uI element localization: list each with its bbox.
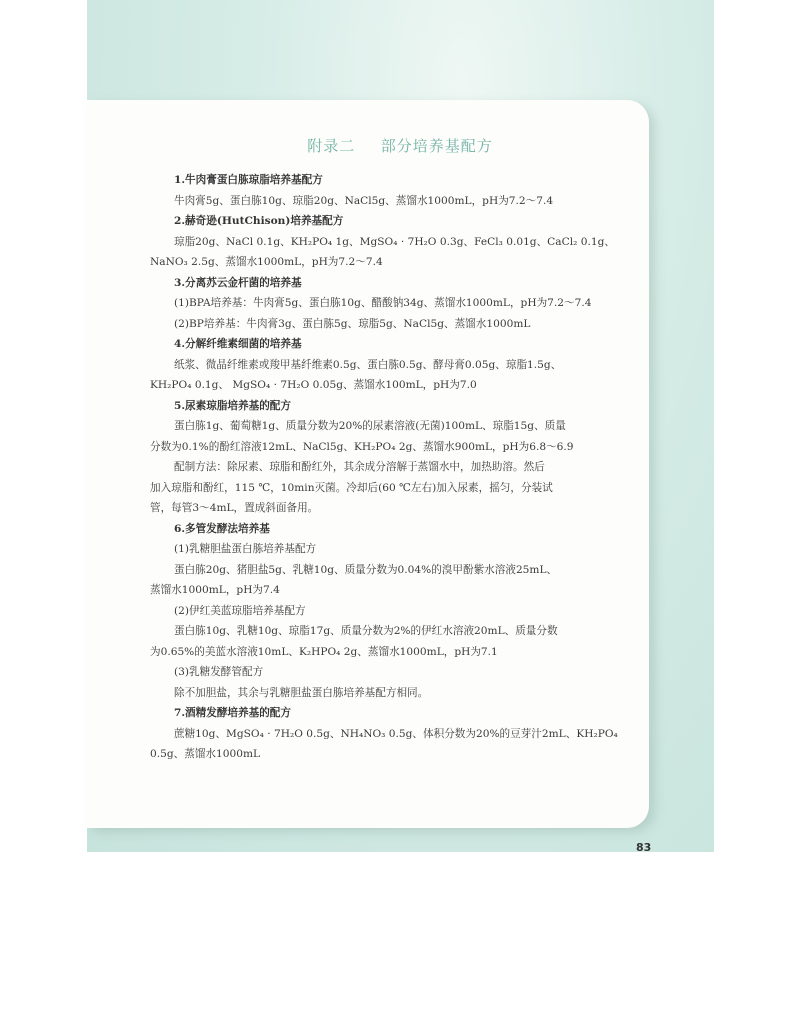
section-6-sub-2: (2)伊红美蓝琼脂培养基配方 [174, 604, 306, 617]
section-4-text-cont: KH₂PO₄ 0.1g、 MgSO₄ · 7H₂O 0.05g、蒸馏水100mL，pH为7.0 [150, 379, 477, 391]
section-2-text-cont: NaNO₃ 2.5g、蒸馏水1000mL，pH为7.2～7.4 [150, 256, 383, 268]
section-5-text-cont: 分数为0.1%的酚红溶液12mL、NaCl5g、KH₂PO₄ 2g、蒸馏水900mL，pH为6.8～6.9 [150, 440, 574, 453]
section-6-sub-1: (1)乳糖胆盐蛋白胨培养基配方 [174, 543, 317, 555]
section-3-item-1: (1)BPA培养基：牛肉膏5g、蛋白胨10g、醋酸钠34g、蒸馏水1000mL，pH为7.2～7.4 [174, 297, 592, 309]
section-6-sub-1-text: 蛋白胨20g、猪胆盐5g、乳糖10g、质量分数为0.04%的溴甲酚紫水溶液25mL、 [174, 563, 558, 576]
section-4-heading: 4.分解纤维素细菌的培养基 [174, 338, 302, 350]
section-6-sub-3: (3)乳糖发酵管配方 [174, 666, 264, 678]
page-number: 83 [636, 841, 652, 854]
section-5-method-end: 管，每管3～4mL，置成斜面备用。 [150, 502, 319, 514]
section-5-method-cont: 加入琼脂和酚红，115 ℃，10min灭菌。冷却后(60 ℃左右)加入尿素，摇匀，分装试 [150, 481, 553, 494]
section-6-sub-3-text: 除不加胆盐，其余与乳糖胆盐蛋白胨培养基配方相同。 [174, 686, 429, 699]
appendix-label: 附录二 [307, 137, 356, 155]
section-5-text: 蛋白胨1g、葡萄糖1g、质量分数为20%的尿素溶液(无菌)100mL、琼脂15g、质量 [174, 420, 566, 432]
section-6-sub-2-text: 蛋白胨10g、乳糖10g、琼脂17g、质量分数为2%的伊红水溶液20mL、质量分数 [174, 625, 558, 637]
section-3-item-2: (2)BP培养基：牛肉膏3g、蛋白胨5g、琼脂5g、NaCl5g、蒸馏水1000mL [174, 317, 531, 330]
section-7-heading: 7.酒精发酵培养基的配方 [174, 707, 291, 719]
section-2-heading: 2.赫奇逊(HutChison)培养基配方 [174, 215, 344, 227]
page-title [0, 135, 800, 156]
section-3-heading: 3.分离苏云金杆菌的培养基 [174, 276, 302, 289]
section-5-heading: 5.尿素琼脂培养基的配方 [174, 399, 291, 412]
section-1-text: 牛肉膏5g、蛋白胨10g、琼脂20g、NaCl5g、蒸馏水1000mL，pH为7.2～7.4 [174, 194, 554, 207]
section-6-sub-1-text-cont: 蒸馏水1000mL，pH为7.4 [150, 584, 280, 596]
section-2-text: 琼脂20g、NaCl 0.1g、KH₂PO₄ 1g、MgSO₄ · 7H₂O 0.3g、FeCl₃ 0.01g、CaCl₂ 0.1g、 [174, 235, 615, 248]
section-7-text-cont: 0.5g、蒸馏水1000mL [150, 748, 261, 760]
section-6-heading: 6.多管发酵法培养基 [174, 522, 270, 535]
section-7-text: 蔗糖10g、MgSO₄ · 7H₂O 0.5g、NH₄NO₃ 0.5g、体积分数为20%的豆芽汁2mL、KH₂PO₄ [174, 727, 618, 740]
document-body [150, 170, 620, 765]
section-6-sub-2-text-cont: 为0.65%的美蓝水溶液10mL、K₂HPO₄ 2g、蒸馏水1000mL，pH为7.1 [150, 645, 498, 658]
section-5-method: 配制方法：除尿素、琼脂和酚红外，其余成分溶解于蒸馏水中，加热助溶。然后 [174, 461, 545, 473]
section-4-text: 纸浆、微晶纤维素或羧甲基纤维素0.5g、蛋白胨0.5g、酵母膏0.05g、琼脂1.5g、 [174, 358, 562, 371]
appendix-title: 部分培养基配方 [380, 137, 493, 155]
section-1-heading: 1.牛肉膏蛋白胨琼脂培养基配方 [174, 174, 323, 186]
